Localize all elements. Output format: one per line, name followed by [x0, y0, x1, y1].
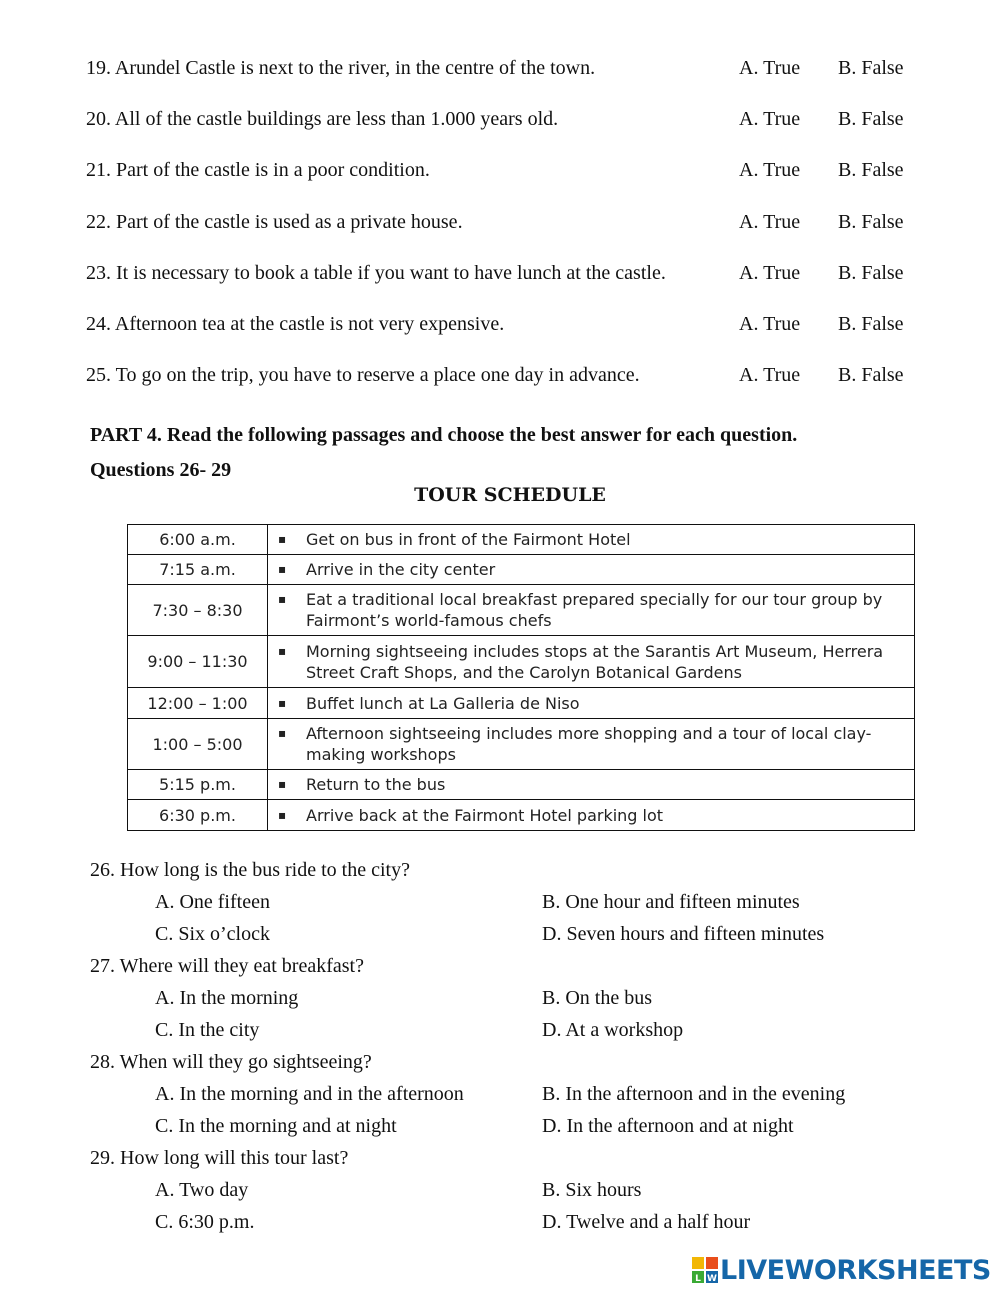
false-option[interactable]: B. False: [838, 57, 904, 79]
mcq-option-b[interactable]: B. In the afternoon and in the evening: [542, 1083, 846, 1105]
false-option[interactable]: B. False: [838, 108, 904, 131]
part-heading: PART 4. Read the following passages and choose the best answer for each question.: [90, 424, 798, 446]
brand-wordmark: LIVEWORKSHEETS: [720, 1254, 991, 1286]
false-option[interactable]: B. False: [838, 312, 904, 335]
mcq-option-d[interactable]: D. Seven hours and fifteen minutes: [542, 923, 825, 945]
tf-question-row: [86, 50, 926, 101]
schedule-time: 1:00 – 5:00: [128, 719, 268, 770]
multiple-choice-section: [90, 854, 930, 1238]
mcq-option-b[interactable]: B. On the bus: [542, 987, 652, 1009]
schedule-row: [128, 719, 915, 770]
true-option[interactable]: A. True: [739, 108, 801, 131]
liveworksheets-brand: [692, 1253, 991, 1287]
schedule-activity: Afternoon sightseeing includes more shopping and a tour of local clay-making workshops: [306, 724, 872, 764]
schedule-row: [128, 525, 915, 555]
schedule-activity: Arrive in the city center: [306, 560, 496, 579]
false-option[interactable]: B. False: [838, 159, 904, 182]
schedule-activity: Eat a traditional local breakfast prepared specially for our tour group by Fairmont’s world-famous chefs: [306, 590, 883, 630]
tf-question-text: 23. It is necessary to book a table if you want to have lunch at the castle.: [86, 261, 666, 284]
true-option[interactable]: A. True: [739, 57, 801, 79]
schedule-activity: Buffet lunch at La Galleria de Niso: [306, 693, 580, 713]
mcq-options: [90, 886, 930, 950]
mcq-option-c[interactable]: C. Six o’clock: [155, 923, 270, 945]
tf-question-row: [86, 101, 926, 152]
tf-question-row: [86, 357, 926, 408]
mcq-option-c[interactable]: C. 6:30 p.m.: [155, 1211, 255, 1233]
schedule-row: [128, 800, 915, 831]
true-false-section: [86, 50, 926, 408]
tf-question-row: [86, 255, 926, 306]
schedule-time: 9:00 – 11:30: [128, 636, 268, 688]
schedule-time: 5:15 p.m.: [128, 770, 268, 800]
true-option[interactable]: A. True: [739, 261, 801, 284]
question-range: Questions 26- 29: [90, 459, 232, 481]
true-option[interactable]: A. True: [739, 210, 801, 233]
mcq-option-b[interactable]: B. One hour and fifteen minutes: [542, 891, 800, 913]
liveworksheets-logo-icon: [692, 1257, 718, 1283]
tf-question-text: 22. Part of the castle is used as a private house.: [86, 210, 463, 233]
false-option[interactable]: B. False: [838, 210, 904, 233]
bullet-icon: ▪: [278, 592, 287, 606]
schedule-activity: Morning sightseeing includes stops at the Sarantis Art Museum, Herrera Street Craft Shops, and the Carolyn Botanical Gardens: [306, 641, 884, 682]
mcq-question-29: 29. How long will this tour last?: [90, 1147, 349, 1169]
schedule-activity: Return to the bus: [306, 775, 446, 794]
tf-question-row: [86, 152, 926, 203]
bullet-icon: ▪: [278, 695, 287, 710]
tf-question-text: 25. To go on the trip, you have to reserve a place one day in advance.: [86, 364, 640, 387]
tf-question-row: [86, 204, 926, 255]
false-option[interactable]: B. False: [838, 364, 904, 387]
bullet-icon: ▪: [278, 562, 287, 576]
true-option[interactable]: A. True: [739, 159, 801, 182]
schedule-time: 6:00 a.m.: [128, 525, 268, 555]
tf-question-text: 24. Afternoon tea at the castle is not very expensive.: [86, 312, 505, 335]
schedule-time: 12:00 – 1:00: [128, 688, 268, 719]
mcq-options: [90, 1174, 930, 1238]
mcq-option-d[interactable]: D. At a workshop: [542, 1019, 684, 1041]
true-option[interactable]: A. True: [739, 312, 801, 335]
bullet-icon: ▪: [278, 807, 287, 822]
mcq-option-d[interactable]: D. In the afternoon and at night: [542, 1115, 794, 1137]
bullet-icon: ▪: [278, 726, 287, 740]
bullet-icon: ▪: [278, 643, 287, 658]
logo-letter: W: [707, 1274, 717, 1283]
true-option[interactable]: A. True: [739, 364, 801, 387]
schedule-time: 7:15 a.m.: [128, 555, 268, 585]
logo-letter: L: [695, 1274, 701, 1283]
mcq-question-27: 27. Where will they eat breakfast?: [90, 955, 364, 977]
mcq-option-a[interactable]: A. One fifteen: [155, 891, 270, 913]
schedule-row: [128, 688, 915, 719]
tf-question-row: [86, 306, 926, 357]
tf-question-text: 21. Part of the castle is in a poor condition.: [86, 159, 430, 182]
mcq-option-c[interactable]: C. In the morning and at night: [155, 1115, 397, 1137]
false-option[interactable]: B. False: [838, 261, 904, 284]
schedule-row: [128, 585, 915, 636]
mcq-options: [90, 982, 930, 1046]
bullet-icon: ▪: [278, 777, 287, 791]
schedule-activity: Get on bus in front of the Fairmont Hotel: [306, 530, 631, 549]
tf-question-text: 19. Arundel Castle is next to the river, in the centre of the town.: [86, 57, 596, 79]
tour-schedule-table: [127, 524, 915, 831]
mcq-question-26: 26. How long is the bus ride to the city?: [90, 859, 410, 881]
schedule-time: 7:30 – 8:30: [128, 585, 268, 636]
mcq-option-d[interactable]: D. Twelve and a half hour: [542, 1211, 751, 1233]
schedule-row: [128, 770, 915, 800]
schedule-activity: Arrive back at the Fairmont Hotel parking lot: [306, 805, 664, 825]
mcq-option-b[interactable]: B. Six hours: [542, 1179, 642, 1201]
mcq-option-a[interactable]: A. In the morning and in the afternoon: [155, 1083, 464, 1105]
mcq-option-a[interactable]: A. In the morning: [155, 987, 299, 1009]
tf-question-text: 20. All of the castle buildings are less than 1.000 years old.: [86, 108, 559, 131]
mcq-question-28: 28. When will they go sightseeing?: [90, 1051, 372, 1073]
schedule-title: TOUR SCHEDULE: [414, 484, 606, 506]
schedule-row: [128, 555, 915, 585]
schedule-time: 6:30 p.m.: [128, 800, 268, 831]
mcq-options: [90, 1078, 930, 1142]
mcq-option-c[interactable]: C. In the city: [155, 1019, 260, 1041]
schedule-row: [128, 636, 915, 688]
mcq-option-a[interactable]: A. Two day: [155, 1179, 249, 1201]
bullet-icon: ▪: [278, 532, 287, 546]
